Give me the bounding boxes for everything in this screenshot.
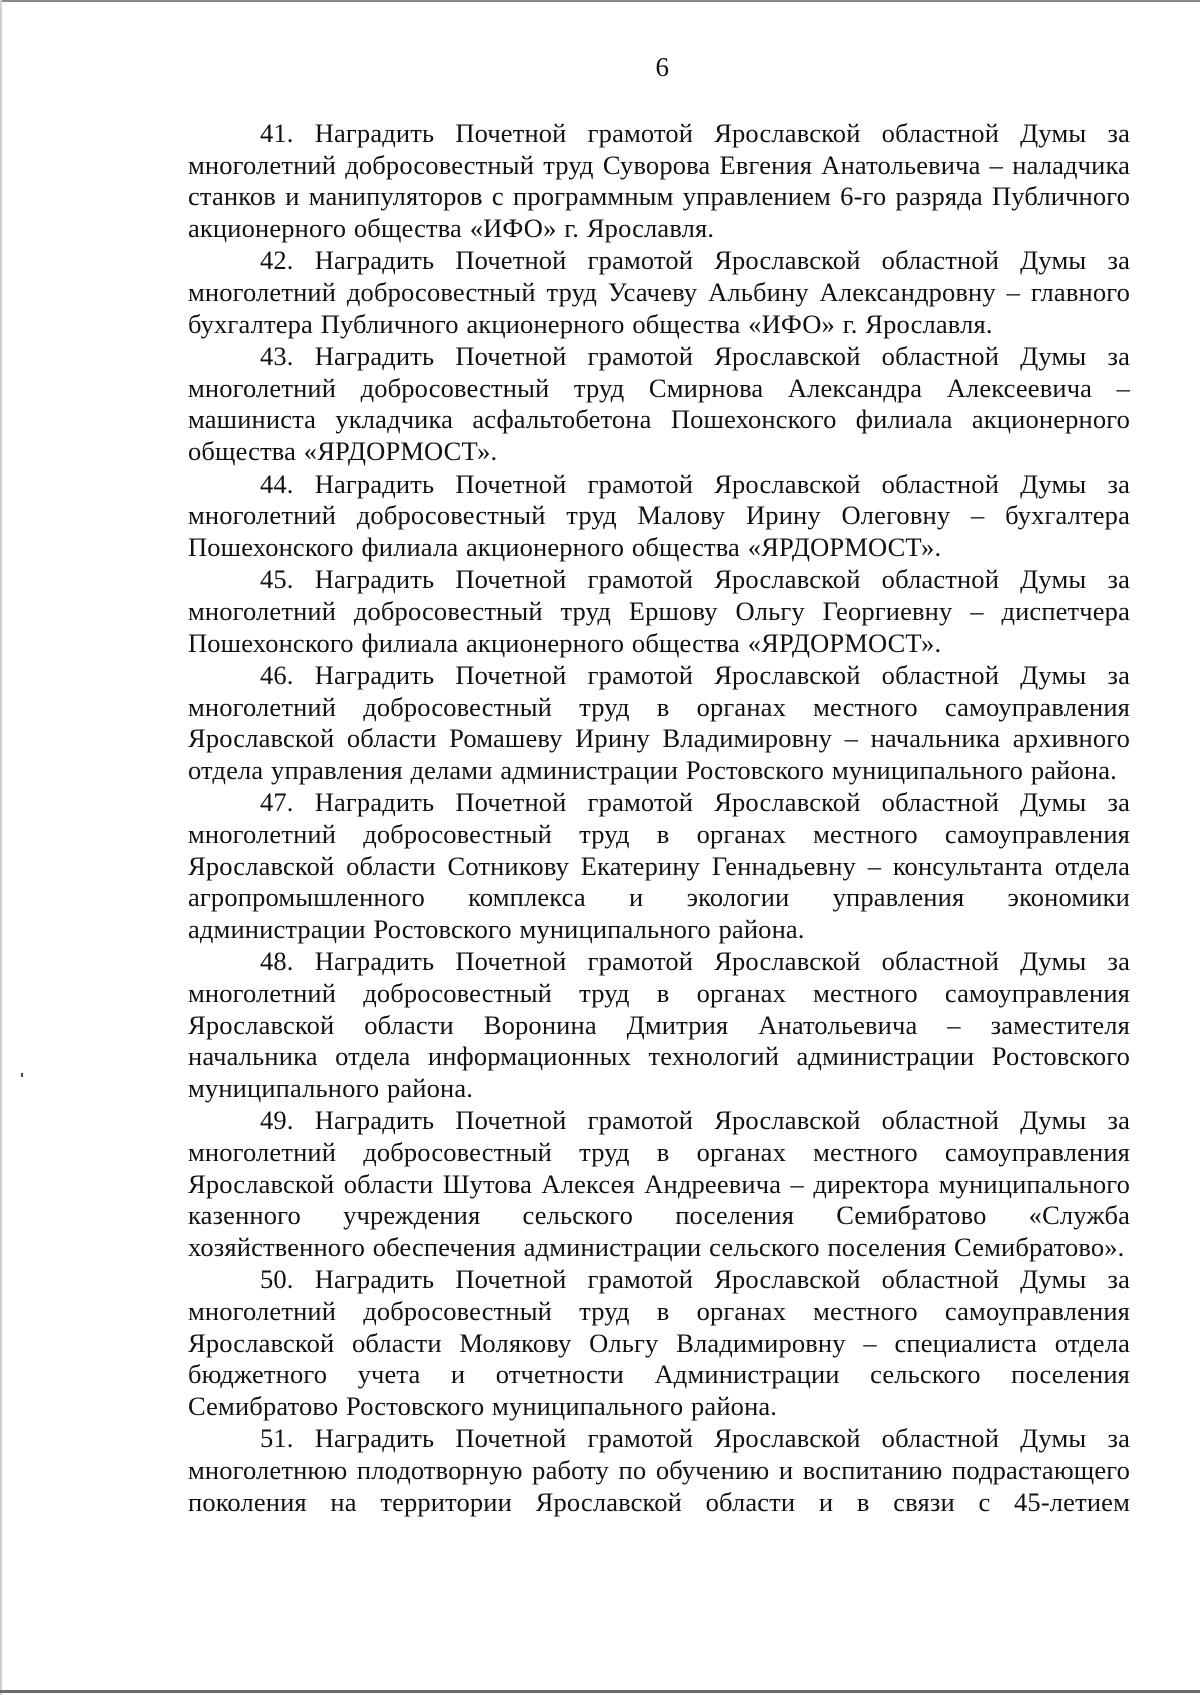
paragraph-50: 50. Наградить Почетной грамотой Ярославской областной Думы за многолетний добросовестный труд в органах местного самоуправления Ярославской области Молякову Ольгу Владимировну – специалиста отдела бюджетного учета и отчетности Администрации сельского поселения Семибратово Ростовского муниципального района. <box>188 1264 1130 1421</box>
scan-edge-top <box>0 0 1200 2</box>
scan-speck <box>21 1073 23 1077</box>
paragraph-46: 46. Наградить Почетной грамотой Ярославской областной Думы за многолетний добросовестный труд в органах местного самоуправления Ярославской области Ромашеву Ирину Владимировну – начальника архивного отдела управления делами администрации Ростовского муниципального района. <box>188 660 1130 785</box>
scan-edge-bottom <box>0 1690 1200 1693</box>
paragraph-41: 41. Наградить Почетной грамотой Ярославской областной Думы за многолетний добросовестный труд Суворова Евгения Анатольевича – наладчика станков и манипуляторов с программным управлением 6-го разряда Публичного акционерного общества «ИФО» г. Ярославля. <box>188 118 1130 243</box>
scan-edge-left <box>0 0 2 1695</box>
paragraph-47: 47. Наградить Почетной грамотой Ярославской областной Думы за многолетний добросовестный труд в органах местного самоуправления Ярославской области Сотникову Екатерину Геннадьевну – консультанта отдела агропромышленного комплекса и экологии управления экономики администрации Ростовского муниципального района. <box>188 787 1130 944</box>
paragraph-48: 48. Наградить Почетной грамотой Ярославской областной Думы за многолетний добросовестный труд в органах местного самоуправления Ярославской области Воронина Дмитрия Анатольевича – заместителя начальника отдела информационных технологий администрации Ростовского муниципального района. <box>188 946 1130 1103</box>
paragraph-51: 51. Наградить Почетной грамотой Ярославской областной Думы за многолетнюю плодотворную работу по обучению и воспитанию подрастающего поколения на территории Ярославской области и в связи с 45-летием <box>188 1423 1130 1517</box>
paragraph-45: 45. Наградить Почетной грамотой Ярославской областной Думы за многолетний добросовестный труд Ершову Ольгу Георгиевну – диспетчера Пошехонского филиала акционерного общества «ЯРДОРМОСТ». <box>188 564 1130 658</box>
paragraph-42: 42. Наградить Почетной грамотой Ярославской областной Думы за многолетний добросовестный труд Усачеву Альбину Александровну – главного бухгалтера Публичного акционерного общества «ИФО» г. Ярославля. <box>188 245 1130 339</box>
paragraph-43: 43. Наградить Почетной грамотой Ярославской областной Думы за многолетний добросовестный труд Смирнова Александра Алексеевича – машиниста укладчика асфальтобетона Пошехонского филиала акционерного общества «ЯРДОРМОСТ». <box>188 341 1130 466</box>
document-body <box>188 118 1130 1519</box>
paragraph-49: 49. Наградить Почетной грамотой Ярославской областной Думы за многолетний добросовестный труд в органах местного самоуправления Ярославской области Шутова Алексея Андреевича – директора муниципального казенного учреждения сельского поселения Семибратово «Служба хозяйственного обеспечения администрации сельского поселения Семибратово». <box>188 1105 1130 1262</box>
page-number: 6 <box>655 52 670 82</box>
paragraph-44: 44. Наградить Почетной грамотой Ярославской областной Думы за многолетний добросовестный труд Малову Ирину Олеговну – бухгалтера Пошехонского филиала акционерного общества «ЯРДОРМОСТ». <box>188 468 1130 562</box>
